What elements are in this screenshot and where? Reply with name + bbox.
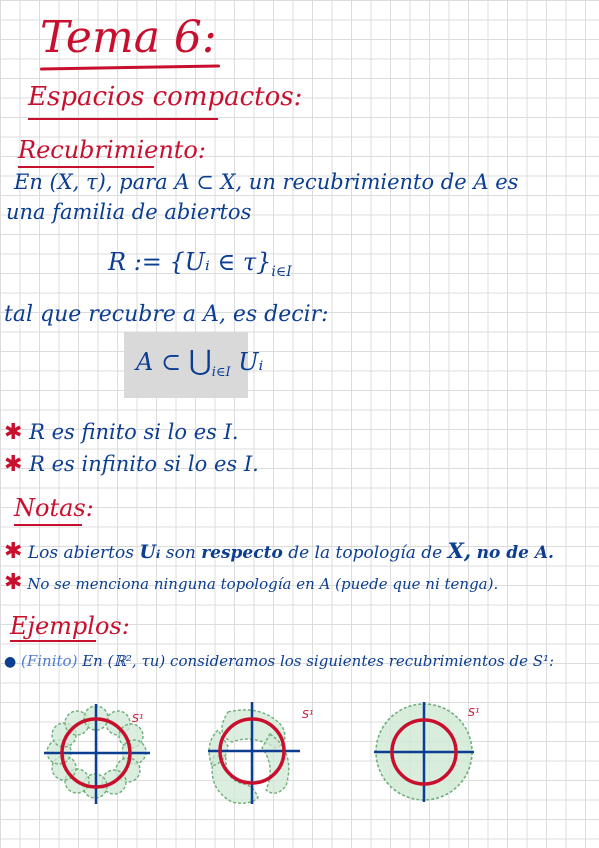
notes-heading: Notas: [14, 494, 94, 522]
definition-line-2: una familia de abiertos [6, 200, 252, 224]
example-text: En (ℝ², τu) consideramos los siguientes recubrimientos de S¹: [82, 652, 555, 670]
section-subtitle: Espacios compactos: [28, 82, 303, 112]
union-index: i∈I [211, 364, 231, 380]
note-2 [4, 570, 498, 595]
title-underline [40, 64, 220, 70]
figure-2-label: S¹ [302, 708, 314, 721]
figure-2-finite-cover [208, 702, 313, 804]
asterisk-icon: ✱ [4, 452, 23, 477]
asterisk-icon: ✱ [4, 420, 23, 445]
note-1-bold-1: respecto [201, 543, 283, 563]
asterisk-icon: ✱ [4, 539, 23, 564]
union-symbol: ⋃ [188, 344, 212, 377]
cover-formula [108, 248, 292, 280]
note-1-bold-2: no de A. [476, 543, 554, 563]
definition-heading: Recubrimiento: [18, 136, 206, 164]
figure-1-label: S¹ [132, 712, 144, 725]
definition-line-3: tal que recubre a A, es decir: [4, 302, 329, 327]
asterisk-icon: ✱ [4, 570, 23, 595]
bullet-infinite [4, 452, 259, 477]
definition-heading-underline [18, 166, 154, 168]
cover-formula-main: R := {Uᵢ ∈ τ} [108, 248, 272, 276]
union-left: A ⊂ [136, 348, 182, 376]
figure-3-label: S¹ [468, 706, 480, 719]
examples-heading-underline [10, 640, 96, 642]
note-1-mid2: de la topología de [288, 543, 443, 563]
bullet-finite-text: R es finito si lo es I. [29, 420, 239, 444]
note-1-u: Uᵢ [139, 541, 161, 563]
note-1 [4, 538, 554, 564]
union-right: Uᵢ [238, 348, 264, 376]
note-1-mid1: son [165, 543, 196, 563]
cover-formula-index: i∈I [271, 263, 292, 280]
example-tag: (Finito) [21, 652, 78, 670]
cover-figures [0, 690, 599, 830]
notes-heading-underline [14, 524, 82, 526]
definition-line-1: En (X, τ), para A ⊂ X, un recubrimiento de A es [14, 170, 519, 194]
bullet-infinite-text: R es infinito si lo es I. [29, 452, 259, 476]
page-title: Tema 6: [40, 12, 217, 63]
subtitle-underline [28, 118, 218, 120]
examples-heading: Ejemplos: [10, 612, 130, 640]
example-line [4, 652, 554, 670]
union-formula [136, 344, 263, 380]
note-2-text: No se menciona ninguna topología en A (puede que ni tenga). [27, 575, 499, 593]
figure-3-infinite-cover [374, 702, 479, 802]
bullet-dot-icon: ● [4, 654, 17, 670]
note-1-x: X, [447, 538, 472, 563]
note-1-pre: Los abiertos [27, 543, 134, 563]
figure-1-finite-cover [44, 704, 150, 804]
bullet-finite [4, 420, 239, 445]
